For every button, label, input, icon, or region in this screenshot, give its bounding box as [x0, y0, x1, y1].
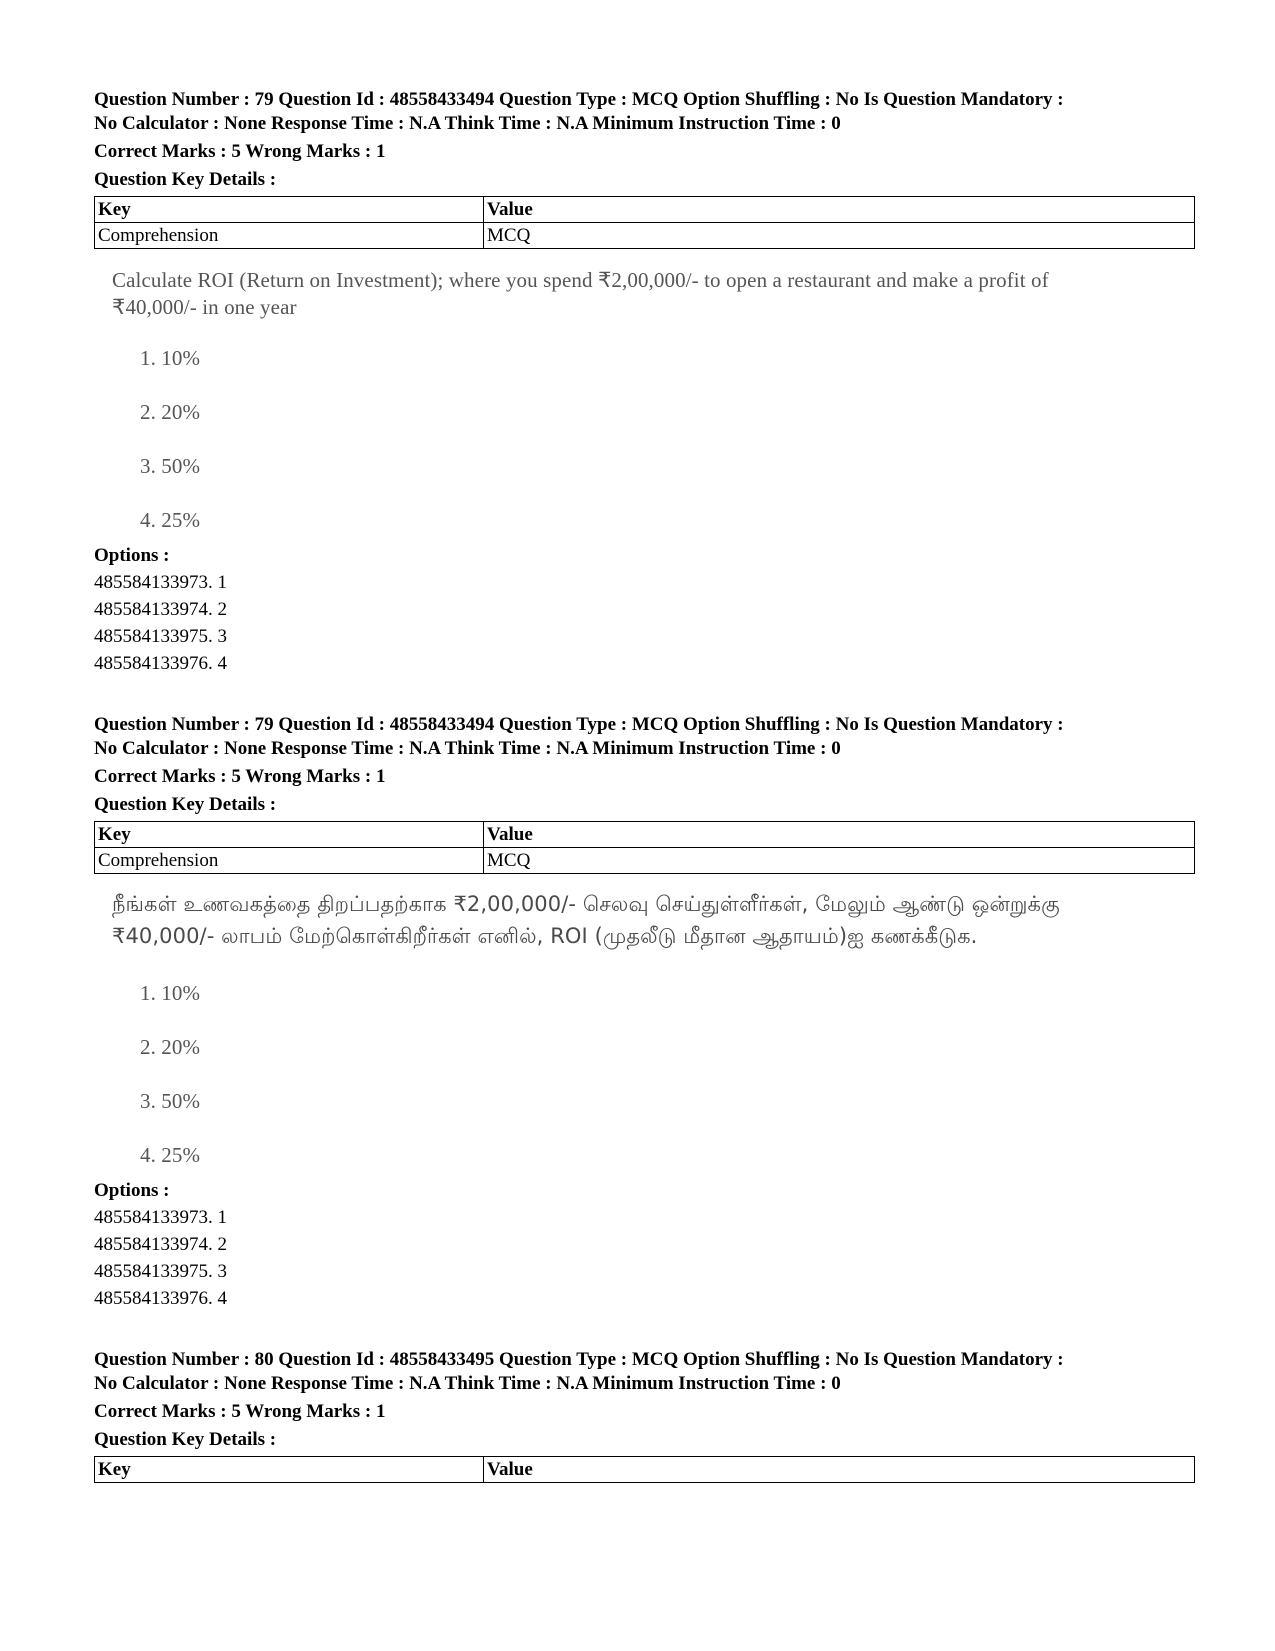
key-details-table: [94, 1456, 1195, 1483]
key-details-label: Question Key Details :: [94, 169, 277, 190]
option-id: 485584133975. 3: [94, 1261, 227, 1282]
table-header-row: [95, 197, 1195, 223]
question-meta-line-2: No Calculator : None Response Time : N.A Think Time : N.A Minimum Instruction Time : 0: [94, 113, 841, 134]
table-header-value: Value: [484, 197, 1195, 223]
key-details-label: Question Key Details :: [94, 1429, 277, 1450]
table-cell-key: Comprehension: [95, 848, 484, 874]
question-meta-line-2: No Calculator : None Response Time : N.A Think Time : N.A Minimum Instruction Time : 0: [94, 738, 841, 759]
choice-item: 3. 50%: [140, 454, 201, 478]
question-block-79-tamil: [94, 713, 1194, 1312]
choice-item: 1. 10%: [140, 346, 201, 370]
question-text: Calculate ROI (Return on Investment); where you spend ₹2,00,000/- to open a restaurant and make a profit of ₹40,000/- in one year: [112, 268, 1049, 319]
choice-item: 4. 25%: [140, 1143, 201, 1167]
choice-list: [140, 980, 1194, 1196]
option-id: 485584133973. 1: [94, 572, 227, 593]
option-id: 485584133975. 3: [94, 626, 227, 647]
table-row: [95, 848, 1195, 874]
table-header-row: [95, 822, 1195, 848]
question-meta-line-1: Question Number : 80 Question Id : 48558433495 Question Type : MCQ Option Shuffling : No Is Question Mandatory :: [94, 1349, 1064, 1370]
option-id: 485584133976. 4: [94, 1288, 227, 1309]
table-cell-value: MCQ: [484, 848, 1195, 874]
option-id: 485584133976. 4: [94, 653, 227, 674]
table-row: [95, 223, 1195, 249]
table-header-key: Key: [95, 197, 484, 223]
question-block-79-english: [94, 88, 1194, 677]
question-marks: Correct Marks : 5 Wrong Marks : 1: [94, 1401, 386, 1422]
table-header-row: [95, 1457, 1195, 1483]
table-header-value: Value: [484, 822, 1195, 848]
key-details-label: Question Key Details :: [94, 794, 277, 815]
question-block-80: [94, 1348, 1194, 1483]
options-label: Options :: [94, 1180, 170, 1201]
question-meta-line-1: Question Number : 79 Question Id : 48558433494 Question Type : MCQ Option Shuffling : No Is Question Mandatory :: [94, 714, 1064, 735]
question-text: நீங்கள் உணவகத்தை திறப்பதற்காக ₹2,00,000/- செலவு செய்துள்ளீர்கள், மேலும் ஆண்டு ஒன்றுக்கு ₹40,000/- லாபம் மேற்கொள்கிறீர்கள் எனில், ROI (முதலீடு மீதான ஆதாயம்)ஐ கணக்கீடுக.: [112, 892, 1060, 948]
choice-item: 2. 20%: [140, 1035, 201, 1059]
question-image: [112, 888, 1194, 1196]
options-label: Options :: [94, 545, 170, 566]
option-id: 485584133974. 2: [94, 599, 227, 620]
key-details-table: [94, 196, 1195, 249]
question-marks: Correct Marks : 5 Wrong Marks : 1: [94, 766, 386, 787]
table-cell-key: Comprehension: [95, 223, 484, 249]
table-header-key: Key: [95, 1457, 484, 1483]
table-cell-value: MCQ: [484, 223, 1195, 249]
question-meta-line-2: No Calculator : None Response Time : N.A Think Time : N.A Minimum Instruction Time : 0: [94, 1373, 841, 1394]
option-id: 485584133974. 2: [94, 1234, 227, 1255]
question-image: [112, 267, 1194, 561]
option-id: 485584133973. 1: [94, 1207, 227, 1228]
choice-item: 2. 20%: [140, 400, 201, 424]
key-details-table: [94, 821, 1195, 874]
question-meta-line-1: Question Number : 79 Question Id : 48558433494 Question Type : MCQ Option Shuffling : No Is Question Mandatory :: [94, 89, 1064, 110]
table-header-value: Value: [484, 1457, 1195, 1483]
document-page: [94, 88, 1194, 1483]
question-marks: Correct Marks : 5 Wrong Marks : 1: [94, 141, 386, 162]
choice-item: 4. 25%: [140, 508, 201, 532]
choice-item: 1. 10%: [140, 981, 201, 1005]
choice-list: [140, 345, 1194, 561]
table-header-key: Key: [95, 822, 484, 848]
choice-item: 3. 50%: [140, 1089, 201, 1113]
